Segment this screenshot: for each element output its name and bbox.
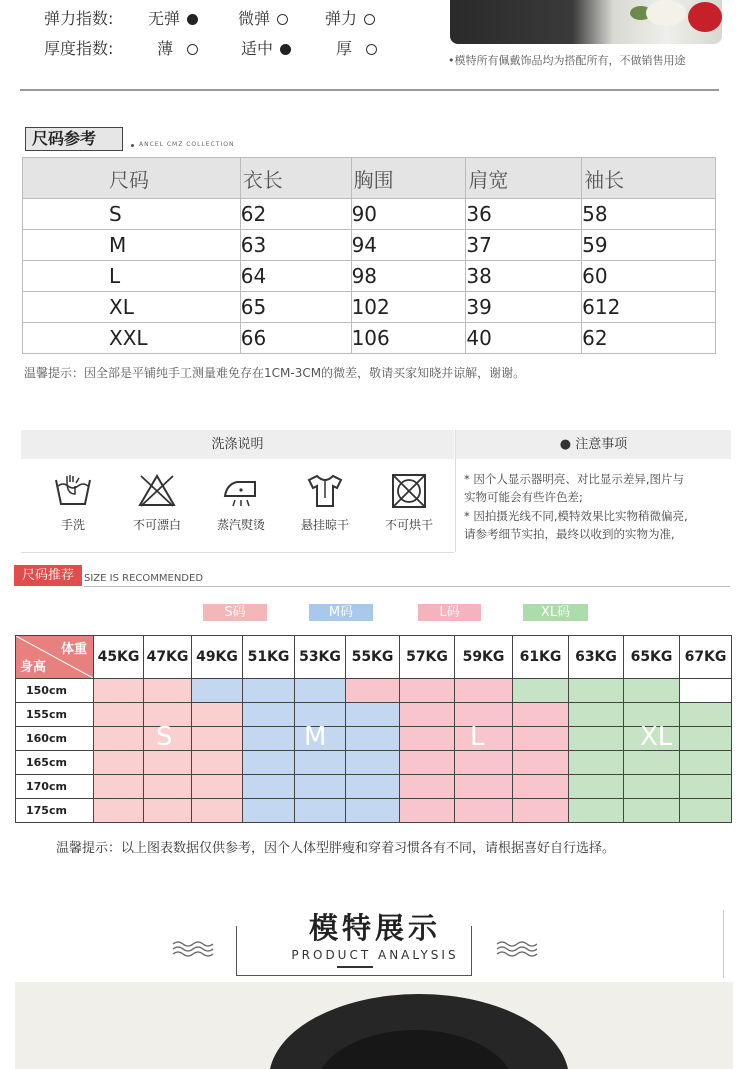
shoulder-cell: 38	[466, 261, 582, 292]
size-letter-xl: XL	[640, 722, 673, 752]
bust-cell: 98	[351, 261, 466, 292]
notice-title: ● 注意事项	[456, 430, 731, 459]
care-label: 不可烘干	[384, 518, 433, 532]
weight-header-row	[16, 636, 732, 679]
sleeve-cell: 59	[582, 230, 716, 261]
length-cell: 63	[240, 230, 351, 261]
shoulder-cell: 36	[466, 199, 582, 230]
care-steam-iron	[199, 474, 283, 533]
recommend-tip: 温馨提示：以上图表数据仅供参考，因个人体型胖瘦和穿着习惯各有不同，请根据喜好自行选择。	[56, 841, 616, 856]
notice-line: 请参考细节实拍，最终以收到的实物为准,	[464, 527, 675, 541]
size-reference-subtitle: ANCEL CMZ COLLECTION	[139, 141, 235, 148]
notice-line: * 因拍摄光线不同,模特效果比实物稍微偏亮,	[464, 509, 688, 523]
size-table	[22, 157, 716, 354]
bust-cell: 102	[351, 292, 466, 323]
weight-cell: 51KG	[243, 636, 295, 679]
model-photo-top	[450, 0, 722, 44]
thickness-label: 厚度指数:	[44, 39, 114, 58]
sleeve-cell: 62	[582, 323, 716, 354]
weight-label: 体重	[60, 642, 87, 657]
header-cell: 肩宽	[466, 158, 582, 199]
weight-cell: 53KG	[295, 636, 346, 679]
size-cell: XXL	[23, 323, 241, 354]
sleeve-cell: 60	[582, 261, 716, 292]
washing-instructions	[21, 430, 454, 553]
table-row	[23, 230, 716, 261]
size-recommend-table	[15, 635, 732, 823]
care-no-bleach	[115, 474, 199, 533]
empty-dot-icon	[366, 44, 377, 55]
table-row	[23, 261, 716, 292]
elasticity-option-elastic: 弹力	[325, 8, 375, 30]
thickness-option-thin: 薄	[157, 38, 198, 60]
header-cell: 袖长	[582, 158, 716, 199]
length-cell: 66	[240, 323, 351, 354]
header-cell: 胸围	[351, 158, 466, 199]
elasticity-option-none: 无弹	[148, 8, 198, 30]
length-cell: 65	[240, 292, 351, 323]
empty-dot-icon	[364, 14, 375, 25]
no-bleach-icon	[137, 474, 177, 508]
sleeve-cell: 612	[582, 292, 716, 323]
weight-cell: 47KG	[144, 636, 192, 679]
elasticity-option-slight: 微弹	[238, 8, 288, 30]
length-cell: 62	[240, 199, 351, 230]
size-letter-l: L	[470, 722, 485, 752]
sleeve-cell: 58	[582, 199, 716, 230]
table-row	[16, 775, 732, 799]
care-no-tumble-dry	[367, 474, 451, 533]
care-label: 手洗	[60, 518, 85, 532]
wave-icon	[172, 940, 216, 958]
divider	[84, 586, 730, 587]
height-cell: 170cm	[16, 775, 94, 799]
washing-title: 洗涤说明	[21, 430, 454, 459]
notice-panel	[455, 430, 731, 552]
empty-dot-icon	[277, 14, 288, 25]
bust-cell: 94	[351, 230, 466, 261]
wave-icon	[496, 940, 540, 958]
size-tip: 温馨提示：因全部是平铺纯手工测量难免存在1CM-3CM的微差，敬请买家知晓并谅解，谢谢。	[24, 366, 526, 380]
header-cell: 尺码	[23, 158, 241, 199]
size-table-header	[23, 158, 716, 199]
divider	[723, 910, 724, 978]
selected-dot-icon	[187, 14, 198, 25]
model-note: •模特所有佩戴饰品均为搭配所有，不做销售用途	[448, 54, 686, 67]
model-section-subtitle: PRODUCT ANALYSIS	[291, 948, 459, 962]
weight-cell: 61KG	[513, 636, 569, 679]
size-cell: XL	[23, 292, 241, 323]
weight-cell: 49KG	[192, 636, 243, 679]
size-reference-tag: 尺码参考	[25, 127, 123, 151]
height-label: 身高	[20, 660, 47, 675]
care-hand-wash	[31, 474, 115, 533]
shoulder-cell: 37	[466, 230, 582, 261]
height-cell: 155cm	[16, 703, 94, 727]
weight-cell: 59KG	[455, 636, 513, 679]
model-section-title: 模特展示	[308, 911, 441, 945]
recommend-subtitle: SIZE IS RECOMMENDED	[84, 573, 204, 584]
size-cell: M	[23, 230, 241, 261]
model-photo	[15, 982, 733, 1069]
care-label: 悬挂晾干	[300, 518, 349, 532]
weight-cell: 63KG	[569, 636, 624, 679]
table-row	[16, 679, 732, 703]
weight-cell: 45KG	[94, 636, 144, 679]
weight-cell: 55KG	[346, 636, 400, 679]
table-row	[23, 292, 716, 323]
notice-line: 实物可能会有些许色差;	[464, 490, 583, 504]
size-cell: L	[23, 261, 241, 292]
underline	[337, 966, 373, 968]
header-cell: 衣长	[240, 158, 351, 199]
bust-cell: 90	[351, 199, 466, 230]
weight-cell: 67KG	[680, 636, 732, 679]
table-row	[23, 323, 716, 354]
size-letter-s: S	[156, 722, 173, 752]
size-letter-m: M	[304, 722, 327, 752]
corner-cell	[16, 636, 94, 679]
divider	[20, 89, 719, 91]
table-row	[16, 799, 732, 823]
size-cell: S	[23, 199, 241, 230]
weight-cell: 65KG	[624, 636, 680, 679]
legend-m: M码	[309, 604, 373, 621]
height-cell: 160cm	[16, 727, 94, 751]
table-row	[16, 703, 732, 727]
legend-s: S码	[203, 604, 267, 621]
recommend-tag: 尺码推荐	[14, 565, 82, 586]
care-label: 不可漂白	[132, 518, 181, 532]
notice-line: * 因个人显示器明亮、对比显示差异,图片与	[464, 472, 685, 486]
legend-l: L码	[418, 604, 481, 621]
steam-iron-icon	[221, 474, 261, 508]
height-cell: 175cm	[16, 799, 94, 823]
no-tumble-dry-icon	[389, 474, 429, 508]
table-row	[23, 199, 716, 230]
legend-xl: XL码	[523, 604, 588, 621]
shoulder-cell: 39	[466, 292, 582, 323]
table-row	[16, 751, 732, 775]
hang-dry-icon	[305, 474, 345, 508]
bust-cell: 106	[351, 323, 466, 354]
height-cell: 150cm	[16, 679, 94, 703]
thickness-option-thick: 厚	[336, 38, 377, 60]
length-cell: 64	[240, 261, 351, 292]
hand-wash-icon	[53, 474, 93, 508]
selected-dot-icon	[280, 44, 291, 55]
thickness-option-medium: 适中	[241, 38, 291, 60]
shoulder-cell: 40	[466, 323, 582, 354]
care-hang-dry	[283, 474, 367, 533]
elasticity-label: 弹力指数:	[44, 9, 114, 28]
empty-dot-icon	[187, 44, 198, 55]
table-row	[16, 727, 732, 751]
care-label: 蒸汽熨烫	[216, 518, 265, 532]
bullet-icon	[131, 144, 134, 147]
height-cell: 165cm	[16, 751, 94, 775]
weight-cell: 57KG	[400, 636, 455, 679]
